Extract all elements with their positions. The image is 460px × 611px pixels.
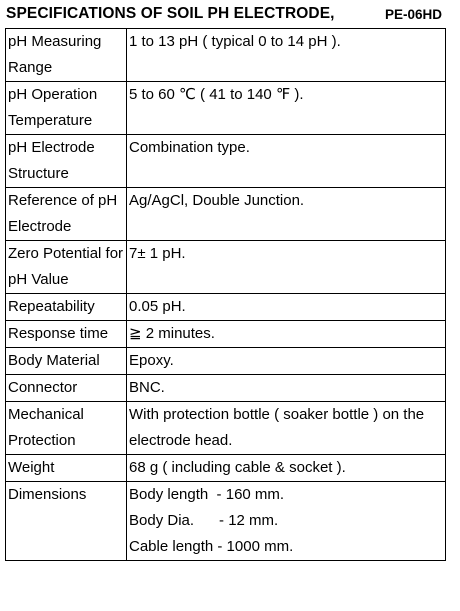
page-title: SPECIFICATIONS OF SOIL PH ELECTRODE,	[6, 5, 335, 22]
spec-label: Response time	[6, 321, 127, 348]
spec-value: 7± 1 pH.	[127, 241, 446, 294]
spec-label: Mechanical Protection	[6, 402, 127, 455]
table-row	[6, 29, 446, 82]
table-row	[6, 321, 446, 348]
document-header	[6, 4, 446, 26]
spec-value: 5 to 60 ℃ ( 41 to 140 ℉ ).	[127, 82, 446, 135]
spec-table	[5, 28, 446, 561]
spec-label: Connector	[6, 375, 127, 402]
table-row	[6, 294, 446, 321]
table-row	[6, 482, 446, 561]
dimensions-value	[127, 482, 446, 561]
dimension-body-diameter: Body Dia. - 12 mm.	[129, 512, 279, 529]
dimension-body-length: Body length - 160 mm.	[129, 486, 285, 503]
spec-label: Zero Potential for pH Value	[6, 241, 127, 294]
spec-label: Weight	[6, 455, 127, 482]
spec-value: BNC.	[127, 375, 446, 402]
table-row	[6, 241, 446, 294]
spec-value: With protection bottle ( soaker bottle ) on the electrode head.	[127, 402, 446, 455]
spec-label: pH Measuring Range	[6, 29, 127, 82]
table-row	[6, 82, 446, 135]
spec-label: Body Material	[6, 348, 127, 375]
spec-value: Combination type.	[127, 135, 446, 188]
spec-value: Ag/AgCl, Double Junction.	[127, 188, 446, 241]
spec-value: 68 g ( including cable & socket ).	[127, 455, 446, 482]
table-row	[6, 402, 446, 455]
table-row	[6, 135, 446, 188]
table-row	[6, 375, 446, 402]
spec-label: Dimensions	[6, 482, 127, 561]
dimension-cable-length: Cable length - 1000 mm.	[129, 538, 294, 555]
spec-label: pH Electrode Structure	[6, 135, 127, 188]
spec-value: 0.05 pH.	[127, 294, 446, 321]
spec-label: Reference of pH Electrode	[6, 188, 127, 241]
spec-label: Repeatability	[6, 294, 127, 321]
spec-value: 1 to 13 pH ( typical 0 to 14 pH ).	[127, 29, 446, 82]
table-row	[6, 188, 446, 241]
table-row	[6, 348, 446, 375]
table-row	[6, 455, 446, 482]
spec-value: ≧ 2 minutes.	[127, 321, 446, 348]
spec-value: Epoxy.	[127, 348, 446, 375]
spec-label: pH Operation Temperature	[6, 82, 127, 135]
model-number: PE-06HD	[384, 7, 442, 22]
